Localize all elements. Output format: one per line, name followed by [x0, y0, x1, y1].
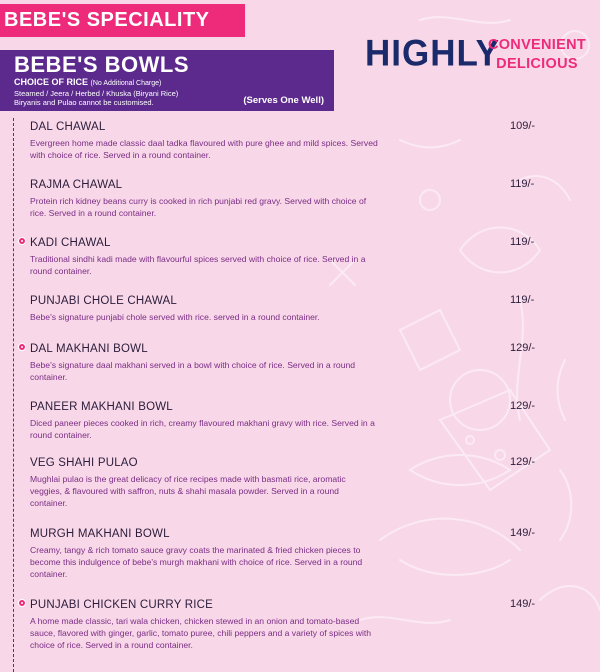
menu-item-description: Traditional sindhi kadi made with flavourful spices served with choice of rice. Served in a round container. [30, 254, 366, 277]
menu-item [30, 236, 550, 277]
rice-choice-label: CHOICE OF RICE [14, 77, 89, 87]
highlight-dot-icon [18, 237, 26, 245]
bowls-title: BEBE'S BOWLS [14, 52, 190, 77]
menu-item-price: 149/- [510, 598, 536, 610]
menu-item-name: PUNJABI CHOLE CHAWAL [30, 295, 177, 307]
menu-item [30, 294, 550, 323]
tagline-convenient: CONVENIENT [487, 37, 587, 53]
customisation-note: Biryanis and Pulao cannot be customised. [14, 98, 154, 107]
tagline-qualities [482, 36, 592, 74]
menu-item-price: 119/- [510, 236, 535, 248]
menu-item-description: Diced paneer pieces cooked in rich, creamy flavoured makhani gravy with rice. Served in a round container. [30, 418, 375, 441]
menu-item [30, 527, 550, 581]
menu-item-name: KADI CHAWAL [30, 237, 111, 249]
menu-item-description: Protein rich kidney beans curry is cooked in rich punjabi red gravy. Served with choice of rice. Served in a round container. [30, 196, 367, 219]
menu-item-name: RAJMA CHAWAL [30, 179, 123, 191]
menu-item-price: 109/- [510, 120, 536, 132]
menu-item-name: MURGH MAKHANI BOWL [30, 528, 170, 540]
menu-divider-line [13, 118, 14, 672]
bowls-header-box [0, 50, 334, 111]
tagline-delicious: DELICIOUS [496, 56, 578, 72]
menu-item-description: Mughlai pulao is the great delicacy of rice recipes made with basmati rice, aromatic veggies, & flavoured with saffron, nuts & shahi masala powder. Served in a round container. [30, 474, 346, 509]
menu-item-price: 149/- [510, 527, 536, 539]
menu-item-price: 119/- [510, 294, 535, 306]
menu-item [30, 598, 550, 652]
menu-item-price: 129/- [510, 342, 536, 354]
menu-item-name: PANEER MAKHANI BOWL [30, 401, 173, 413]
menu-item [30, 456, 550, 510]
tagline-highly: HIGHLY [365, 33, 501, 74]
menu-item-description: Bebe's signature punjabi chole served with rice. served in a round container. [30, 312, 320, 322]
menu-item-description: Evergreen home made classic daal tadka flavoured with pure ghee and mild spices. Served with choice of rice. Served in a round container. [30, 138, 378, 161]
highlight-dot-icon [18, 343, 26, 351]
rice-choice-heading [14, 77, 334, 89]
menu-item-description: Bebe's signature daal makhani served in a bowl with choice of rice. Served in a round container. [30, 360, 356, 383]
menu-item-description: Creamy, tangy & rich tomato sauce gravy coats the marinated & fried chicken pieces to become this indulgence of bebe's murgh makhani with choice of rice. Served in a round container. [30, 545, 363, 580]
menu-item [30, 342, 550, 383]
menu-item-name: DAL CHAWAL [30, 121, 106, 133]
serves-note: (Serves One Well) [243, 95, 324, 106]
rice-choice-note: (No Additional Charge) [90, 80, 162, 87]
menu-item [30, 178, 550, 219]
menu-item-price: 129/- [510, 400, 536, 412]
menu-item-description: A home made classic, tari wala chicken, chicken stewed in an onion and tomato-based sauce, flavored with ginger, garlic, tomato puree, chili peppers and a variety of spices with choice of rice. Served in a round container. [30, 616, 372, 651]
menu-item-price: 129/- [510, 456, 536, 468]
menu-item-name: VEG SHAHI PULAO [30, 457, 138, 469]
rice-types: Steamed / Jeera / Herbed / Khuska (Biryani Rice) [14, 89, 179, 98]
highlight-dot-icon [18, 599, 26, 607]
menu-item [30, 400, 550, 441]
menu-item-name: PUNJABI CHICKEN CURRY RICE [30, 599, 214, 611]
menu-item [30, 120, 550, 161]
speciality-banner: BEBE'S SPECIALITY [0, 4, 245, 37]
menu-item-price: 119/- [510, 178, 535, 190]
menu-item-name: DAL MAKHANI BOWL [30, 343, 148, 355]
